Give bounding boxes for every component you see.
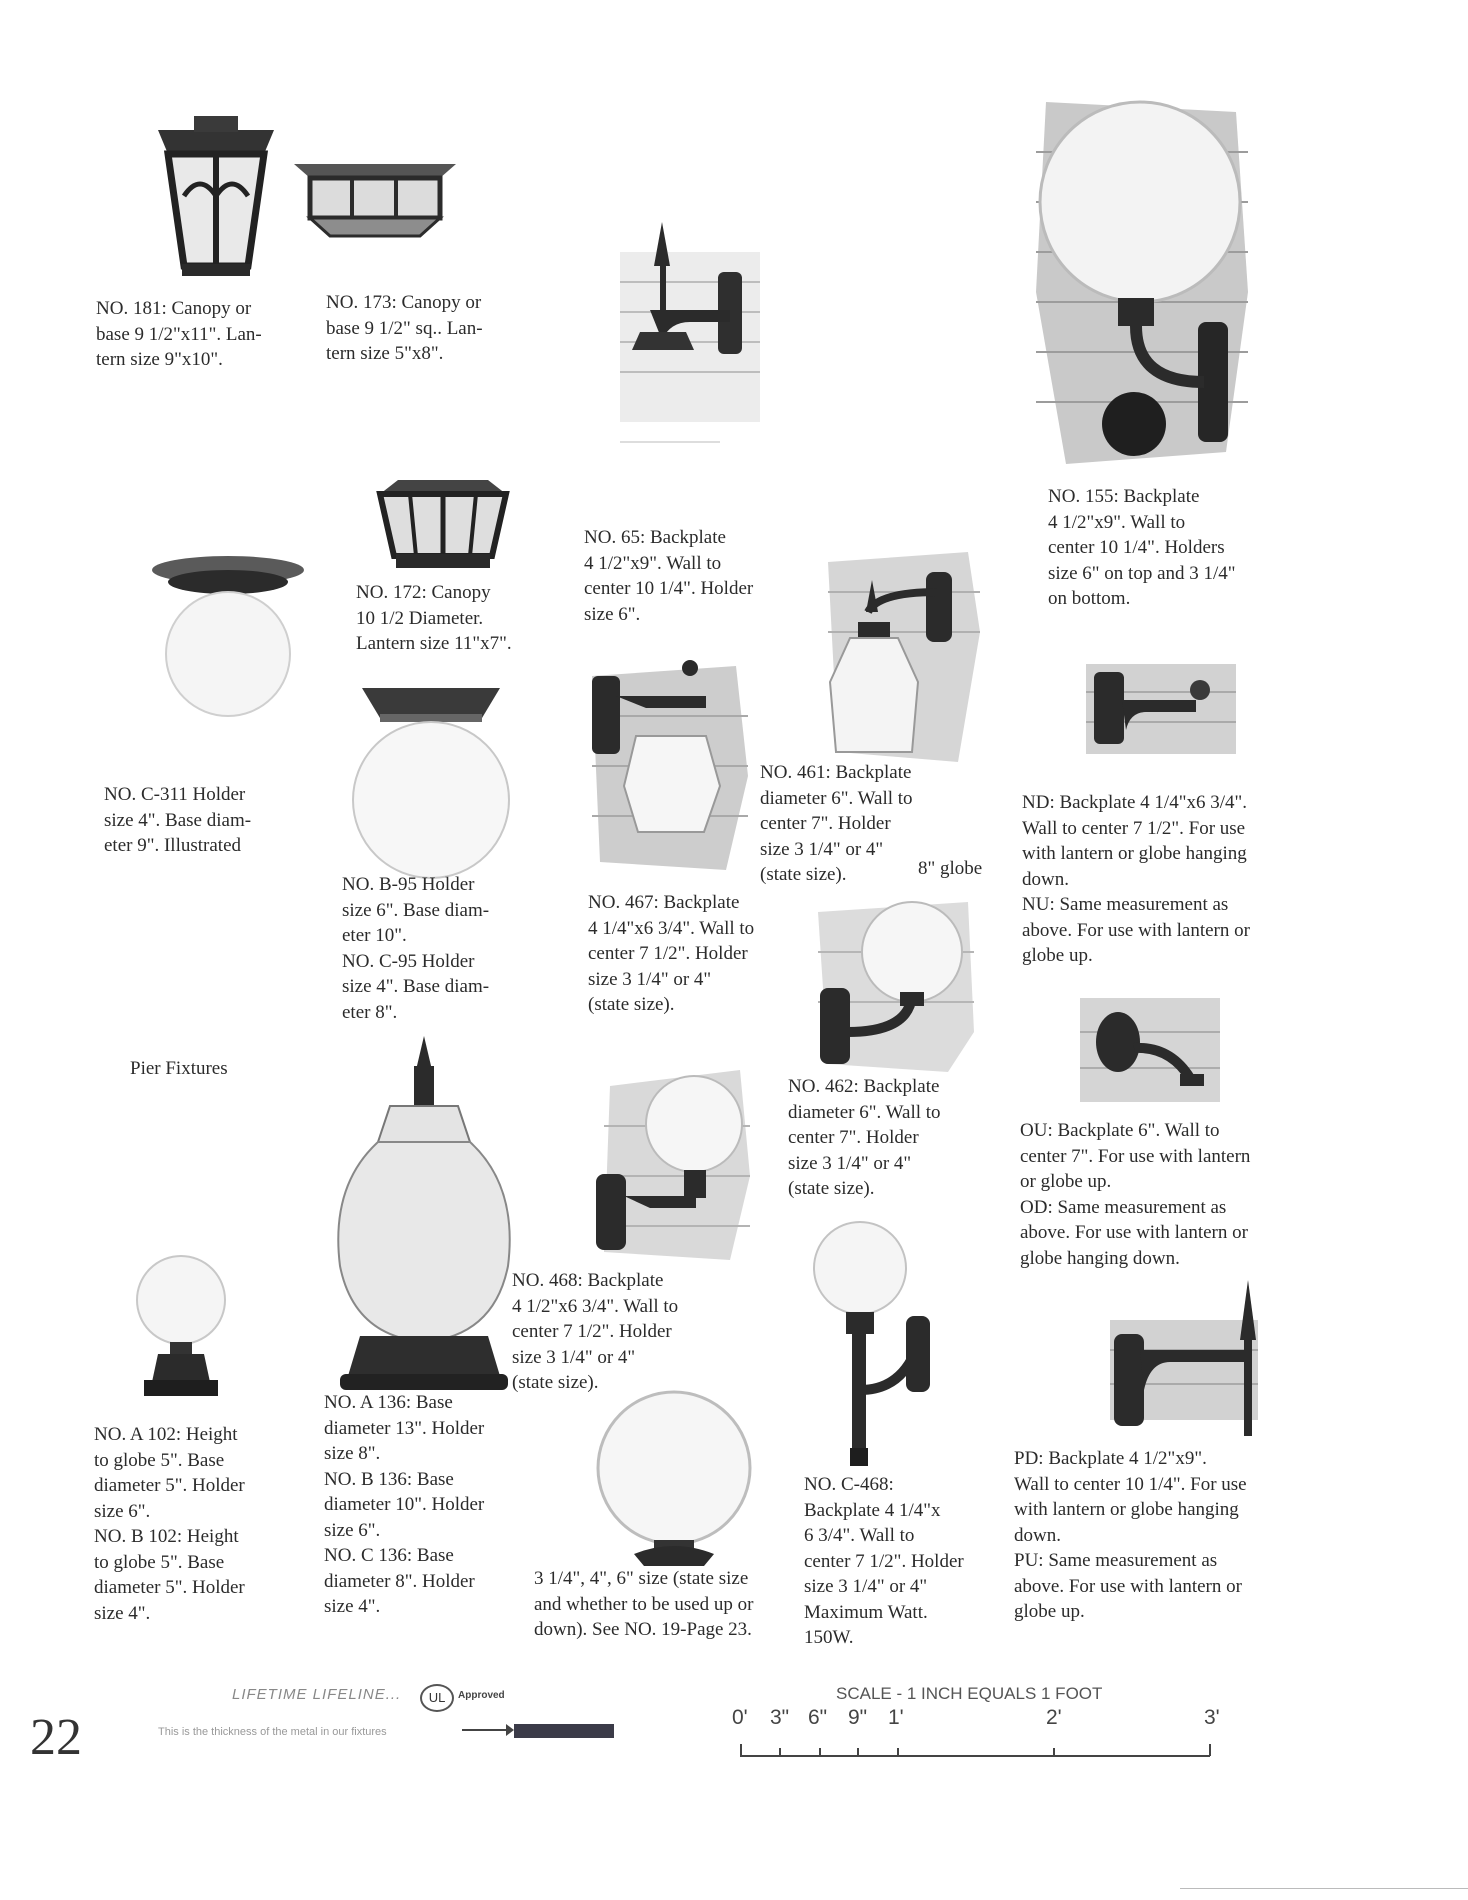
metal-thickness-bar <box>514 1724 614 1738</box>
caption-no-468: NO. 468: Backplate 4 1/2"x6 3/4". Wall to center 7 1/2". Holder size 3 1/4" or 4" (state size). <box>512 1270 679 1393</box>
caption-pd-pu: PD: Backplate 4 1/2"x9". Wall to center 10 1/4". For use with lantern or globe hanging down. PU: Same measurement as above. For use with lantern or globe up. <box>1014 1448 1247 1622</box>
caption-no-172: NO. 172: Canopy 10 1/2 Diameter. Lantern size 11"x7". <box>356 582 512 654</box>
thickness-note: This is the thickness of the metal in our fixtures <box>158 1726 387 1738</box>
bracket-ou-illustration <box>1080 998 1220 1102</box>
caption-globe-sizes: 3 1/4", 4", 6" size (state size and whether to be used up or down). See NO. 19-Page 23. <box>534 1568 754 1640</box>
caption-no-462: NO. 462: Backplate diameter 6". Wall to center 7". Holder size 3 1/4" or 4" (state size). <box>788 1076 941 1199</box>
arrow-right-icon <box>462 1720 514 1740</box>
ceiling-globe-c311-illustration <box>150 554 306 720</box>
scale-ruler <box>740 1736 1220 1760</box>
page-number: 22 <box>30 1709 82 1766</box>
caption-no-b95: NO. B-95 Holder size 6". Base diam- eter 10". NO. C-95 Holder size 4". Base diam- eter 8". <box>342 874 490 1023</box>
scale-tick-label: 9" <box>848 1706 868 1729</box>
bracket-nd-illustration <box>1086 660 1236 756</box>
caption-no-173: NO. 173: Canopy or base 9 1/2" sq.. Lan- tern size 5"x8". <box>326 292 483 364</box>
approved-label: Approved <box>458 1690 505 1701</box>
lifetime-lifeline-text: LIFETIME LIFELINE... <box>232 1686 402 1703</box>
caption-no-467: NO. 467: Backplate 4 1/4"x6 3/4". Wall to center 7 1/2". Holder size 3 1/4" or 4" (state size). <box>588 892 755 1015</box>
caption-no-c468: NO. C-468: Backplate 4 1/4"x 6 3/4". Wall to center 7 1/2". Holder size 3 1/4" or 4" Maximum Watt. 150W. <box>804 1474 964 1648</box>
canopy-173-illustration <box>290 158 460 240</box>
scale-tick-label: 2' <box>1046 1706 1062 1729</box>
section-label-pier-fixtures: Pier Fixtures <box>130 1058 228 1079</box>
caption-ou-od: OU: Backplate 6". Wall to center 7". For use with lantern or globe up. OD: Same measurement as above. For use with lantern or globe hanging down. <box>1020 1120 1251 1269</box>
pier-a136-illustration <box>330 1036 518 1398</box>
scale-tick-label: 3" <box>770 1706 790 1729</box>
caption-no-c311: NO. C-311 Holder size 4". Base diam- eter 9". Illustrated <box>104 784 252 856</box>
loose-globe-illustration <box>594 1388 754 1596</box>
bracket-467-illustration <box>586 656 748 870</box>
ceiling-globe-b95-illustration <box>352 684 510 882</box>
scale-tick-label: 1' <box>888 1706 904 1729</box>
bracket-pd-illustration <box>1110 1280 1258 1444</box>
bottom-rule <box>1180 1888 1468 1889</box>
caption-no-a136: NO. A 136: Base diameter 13". Holder size 8". NO. B 136: Base diameter 10". Holder size 6". NO. C 136: Base diameter 8". Holder size 4". <box>324 1392 485 1617</box>
canopy-172-illustration <box>370 476 516 572</box>
caption-8-globe: 8" globe <box>918 858 983 879</box>
bracket-468-illustration <box>590 1066 750 1260</box>
scale-tick-label: 6" <box>808 1706 828 1729</box>
pier-a102-illustration <box>130 1252 232 1402</box>
caption-no-181: NO. 181: Canopy or base 9 1/2"x11". Lan- tern size 9"x10". <box>96 298 262 370</box>
scale-tick-label: 0' <box>732 1706 748 1729</box>
bracket-461-illustration <box>808 552 980 762</box>
bracket-155-illustration <box>1026 92 1248 464</box>
scale-title: SCALE - 1 INCH EQUALS 1 FOOT <box>836 1684 1103 1703</box>
caption-no-a102: NO. A 102: Height to globe 5". Base diameter 5". Holder size 6". NO. B 102: Height to globe 5". Base diameter 5". Holder size 4". <box>94 1424 245 1624</box>
caption-nd-nu: ND: Backplate 4 1/4"x6 3/4". Wall to center 7 1/2". For use with lantern or globe hanging down. NU: Same measurement as above. For use with lantern or globe up. <box>1022 792 1250 966</box>
caption-no-461: NO. 461: Backplate diameter 6". Wall to center 7". Holder size 3 1/4" or 4" (state size). <box>760 762 913 885</box>
ul-logo: UL <box>420 1684 454 1712</box>
caption-no-65: NO. 65: Backplate 4 1/2"x9". Wall to center 10 1/4". Holder size 6". <box>584 527 754 625</box>
scale-tick-label: 3' <box>1204 1706 1220 1729</box>
bracket-462-illustration <box>808 892 974 1072</box>
bracket-65-illustration <box>590 222 760 502</box>
caption-no-155: NO. 155: Backplate 4 1/2"x9". Wall to center 10 1/4". Holders size 6" on top and 3 1/4" on bottom. <box>1048 486 1236 609</box>
lantern-181-illustration <box>144 116 288 278</box>
wall-stem-c468-illustration <box>800 1220 940 1470</box>
